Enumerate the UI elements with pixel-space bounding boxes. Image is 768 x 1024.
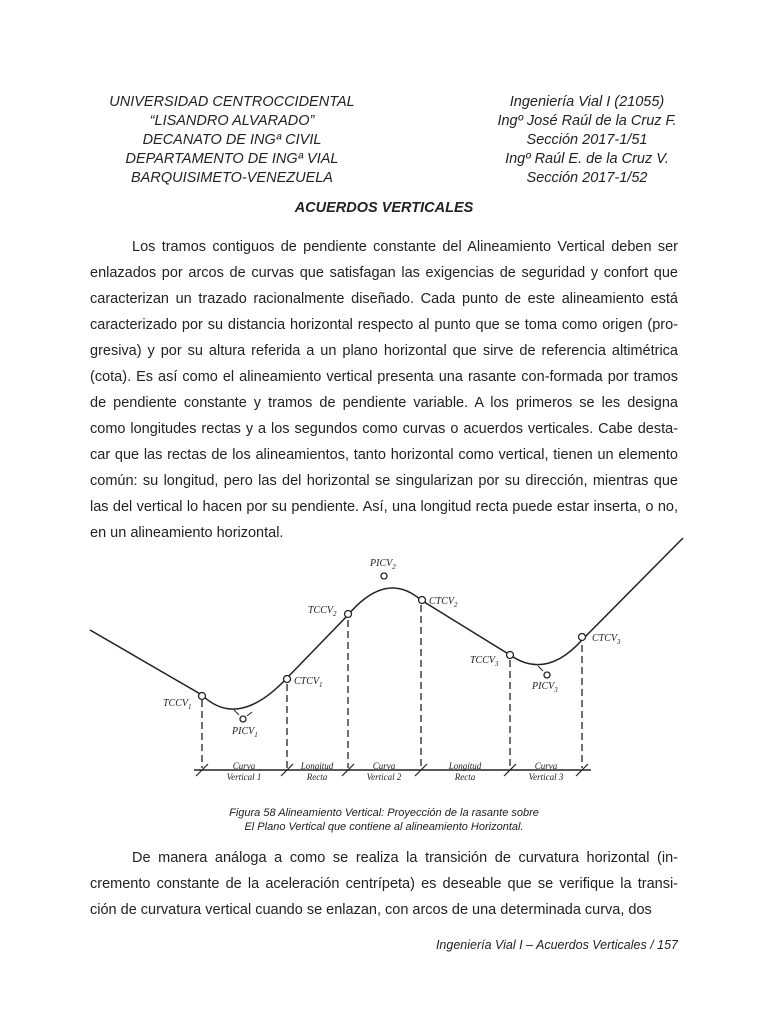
segment-tangent-2-label: Longitud Recta — [448, 761, 482, 782]
pointer — [247, 712, 252, 716]
header-professor-2: Ingº Raúl E. de la Cruz V. — [505, 151, 669, 167]
ctcv3-marker — [579, 634, 586, 641]
body-paragraph-1: Los tramos contiguos de pendiente constante del Alineamiento Vertical deben ser enlazados por arcos de curvas que satisfagan las exigencias de seguridad y confort que caracterizan un trazado racionalmente diseñado. Cada punto de este alineamiento está caracterizado por su distancia horizontal respecto al punto que se toma como origen (pro-gresiva) y por su altura referida a un plano horizontal que sirve de referencia altimétrica (cota). Es así como el alineamiento vertical presenta una rasante con-formada por tramos de pendiente constante y tramos de pendiente variable. A los primeros se les designa como longitudes rectas y a los segundos como curvas o acuerdos verticales. Cabe desta-car que las rectas de los alineamientos, tanto horizontal como vertical, tienen un elemento común: su longitud, pero las del horizontal se singularizan por su dirección, mientras que las del vertical lo hacen por su pendiente. Así, una longitud recta puede estar inserta, o no, en un alineamiento horizontal. — [90, 239, 678, 541]
tccv3-marker — [507, 652, 514, 659]
page-footer: Ingeniería Vial I – Acuerdos Verticales / 157 — [435, 938, 678, 952]
point-markers — [199, 573, 586, 722]
label-tccv2: $TCCV_2$ — [308, 605, 337, 618]
pointer — [234, 710, 239, 715]
header-deanery: DECANATO DE INGª CIVIL — [142, 132, 322, 148]
tccv1-marker — [199, 693, 206, 700]
vertical-alignment-figure — [86, 530, 686, 800]
tccv2-marker — [345, 611, 352, 618]
label-picv2: $PICV_2$ — [370, 558, 396, 571]
ctcv2-marker — [419, 597, 426, 604]
page-title: ACUERDOS VERTICALES — [294, 200, 474, 216]
header-professor-1: Ingº José Raúl de la Cruz F. — [497, 113, 677, 129]
ctcv1-marker — [284, 676, 291, 683]
label-ctcv1: $CTCV_1$ — [294, 676, 323, 689]
segment-labels — [227, 761, 564, 782]
header-university-name: “LISANDRO ALVARADO” — [149, 113, 315, 129]
header-university: UNIVERSIDAD CENTROCCIDENTAL — [109, 94, 355, 110]
header-institution — [92, 93, 372, 188]
label-ctcv3: $CTCV_3$ — [592, 633, 621, 646]
label-picv1: $PICV_1$ — [232, 726, 258, 739]
label-picv3: $PICV_3$ — [532, 681, 558, 694]
label-tccv3: $TCCV_3$ — [470, 655, 499, 668]
picv2-marker — [381, 573, 387, 579]
picv3-marker — [544, 672, 550, 678]
header-section-1: Sección 2017-1/51 — [526, 132, 648, 148]
caption-line-1: Figura 58 Alineamiento Vertical: Proyección de la rasante sobre — [229, 807, 539, 819]
caption-line-2: El Plano Vertical que contiene al alineamiento Horizontal. — [244, 821, 524, 833]
header-course-name: Ingeniería Vial I (21055) — [509, 94, 665, 110]
header-department: DEPARTAMENTO DE INGª VIAL — [125, 151, 339, 167]
segment-curve-3-label: Curva Vertical 3 — [528, 761, 564, 782]
pi-pointers — [234, 666, 543, 716]
segment-curve-1-label: Curva Vertical 1 — [226, 761, 262, 782]
figure-caption — [0, 806, 768, 834]
segment-tangent-1-label: Longitud Recta — [300, 761, 334, 782]
segment-curve-2-label: Curva Vertical 2 — [366, 761, 402, 782]
body-paragraph-2: De manera análoga a como se realiza la transición de curvatura horizontal (in-cremento constante de la aceleración centrípeta) es deseable que se verifique la transi-ción de curvatura vertical cuando se enlazan, con arcos de una determinada curva, dos — [90, 850, 678, 918]
picv1-marker — [240, 716, 246, 722]
label-ctcv2: $CTCV_2$ — [429, 596, 458, 609]
header-city: BARQUISIMETO-VENEZUELA — [131, 170, 333, 186]
header-section-2: Sección 2017-1/52 — [526, 170, 648, 186]
label-tccv1: $TCCV_1$ — [163, 698, 192, 711]
projection-lines — [202, 605, 582, 768]
header-course — [452, 93, 722, 188]
pointer — [538, 666, 543, 671]
